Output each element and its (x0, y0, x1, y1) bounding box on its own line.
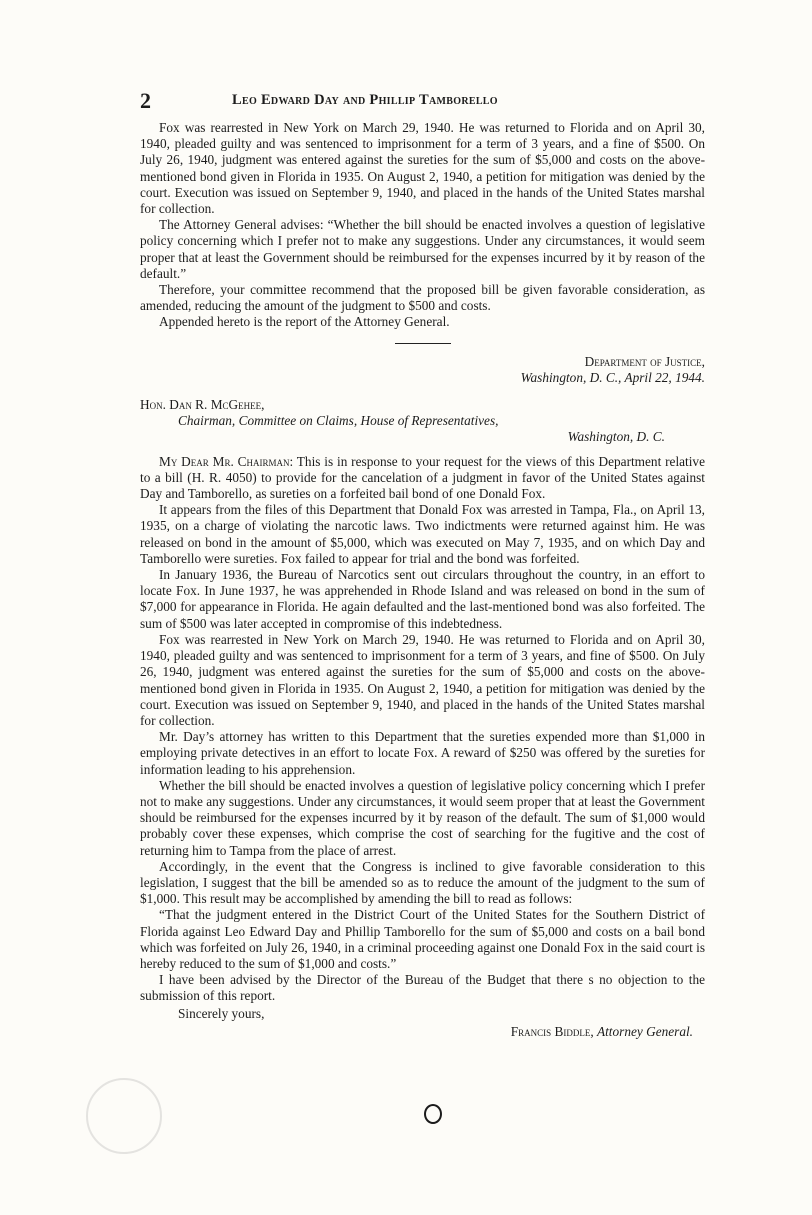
letterhead (140, 354, 705, 386)
letter-body (140, 454, 705, 1022)
letter-paragraph: I have been advised by the Director of the Bureau of the Budget that there s no objection to the submission of this report. (140, 972, 705, 1004)
end-of-document-mark (424, 1104, 442, 1124)
section-divider (395, 343, 451, 344)
addressee-name: Hon. Dan R. McGehee, (140, 397, 265, 413)
page-header (140, 88, 705, 120)
letter-paragraph: In January 1936, the Bureau of Narcotics sent out circulars throughout the country, in an effort to locate Fox. In June 1937, he was apprehended in Rhode Island and was released on bond in the sum of $7,000 for appearance in Florida. He again defaulted and the last-mentioned bond was also forfeited. The sum of $500 was later accepted in compromise of this indebtedness. (140, 567, 705, 631)
report-paragraph: The Attorney General advises: “Whether the bill should be enacted involves a question of legislative policy concerning which I prefer not to make any suggestions. Under any circumstances, it would seem proper that at least the Government should be reimbursed for the expenses incurred by it by reason of the default.” (140, 217, 705, 281)
letter-closing: Sincerely yours, (178, 1005, 265, 1021)
letter-paragraph: Accordingly, in the event that the Congress is inclined to give favorable consideration to this legislation, I suggest that the bill be amended so as to reduce the amount of the judgment to the sum of $1,000. This result may be accomplished by amending the bill to read as follows: (140, 858, 705, 907)
report-paragraph: Therefore, your committee recommend that the proposed bill be given favorable consideration, as amended, reducing the amount of the judgment to $500 and costs. (140, 282, 705, 314)
library-stamp-seal (86, 1078, 162, 1154)
opening-text: This is in response to your request for the views of this Department relative to a bill (H. R. 4050) to provide for the cancelation of a judgment in favor of the United States against Day and Tamborello, as sureties on a forfeited bail bond of one Donald Fox. (140, 453, 705, 502)
signature-block (140, 1024, 705, 1040)
signature-title: Attorney General. (596, 1023, 693, 1039)
letter-opening (140, 454, 705, 503)
running-title: Leo Edward Day and Phillip Tamborello (232, 92, 498, 108)
document-page (140, 88, 705, 1040)
letter-paragraph: Fox was rearrested in New York on March 29, 1940. He was returned to Florida and on April 30, 1940, pleaded guilty and was sentenced to imprisonment for a term of 3 years, and fine of $500. On July 26, 1940, judgment was entered against the sureties for the sum of $5,000 and costs on the above-mentioned bond given in Florida in 1935. On August 2, 1940, a petition for mitigation was denied by the court. Execution was issued on September 9, 1940, and placed in the hands of the United States marshal for collection. (140, 631, 705, 728)
amendment-quote: “That the judgment entered in the District Court of the United States for the Southern District of Florida against Leo Edward Day and Phillip Tamborello for the sum of $5,000 and costs on a bail bond which was forfeited on July 26, 1940, in a criminal proceeding against one Donald Fox in the said court is hereby reduced to the sum of $1,000 and costs.” (140, 907, 705, 971)
page-number: 2 (140, 88, 151, 113)
signature-name: Francis Biddle, (510, 1023, 594, 1039)
report-paragraph: Fox was rearrested in New York on March 29, 1940. He was returned to Florida and on April 30, 1940, pleaded guilty and was sentenced to imprisonment for a term of 3 years, and a fine of $500. On July 26, 1940, judgment was entered against the sureties for the sum of $5,000 and costs on the above-mentioned bond given in Florida in 1935. On August 2, 1940, a petition for mitigation was denied by the court. Execution was issued on September 9, 1940, and placed in the hands of the United States marshal for collection. (140, 120, 705, 217)
letter-paragraph: It appears from the files of this Department that Donald Fox was arrested in Tampa, Fla., on April 13, 1935, on a charge of violating the narcotic laws. Two indictments were returned against him. He was released on bond in the amount of $5,000, which was executed on May 7, 1935, and on which Day and Tamborello were sureties. Fox failed to appear for trial and the bond was forfeited. (140, 502, 705, 566)
addressee-title: Chairman, Committee on Claims, House of Representatives, (178, 413, 499, 429)
letter-paragraph: Whether the bill should be enacted involves a question of legislative policy concerning which I prefer not to make any suggestions. Under any circumstances, it would seem proper that at least the Government should be reimbursed for the expenses incurred by it by reason of the default. The sum of $1,000 would probably cover these expenses, which comprise the cost of searching for the fugitive and the cost of returning him to Tampa from the place of arrest. (140, 777, 705, 858)
letter-paragraph: Mr. Day’s attorney has written to this Department that the sureties expended more than $1,000 in employing private detectives in an effort to locate Fox. A reward of $250 was offered by the sureties for information leading to his apprehension. (140, 729, 705, 777)
department-name: Department of Justice, (584, 353, 705, 369)
committee-report (140, 120, 705, 331)
addressee-block (140, 397, 705, 446)
addressee-location: Washington, D. C. (567, 429, 665, 445)
letter-date: Washington, D. C., April 22, 1944. (520, 369, 705, 385)
salutation: My Dear Mr. Chairman: (159, 453, 294, 469)
report-paragraph: Appended hereto is the report of the Attorney General. (159, 314, 450, 330)
